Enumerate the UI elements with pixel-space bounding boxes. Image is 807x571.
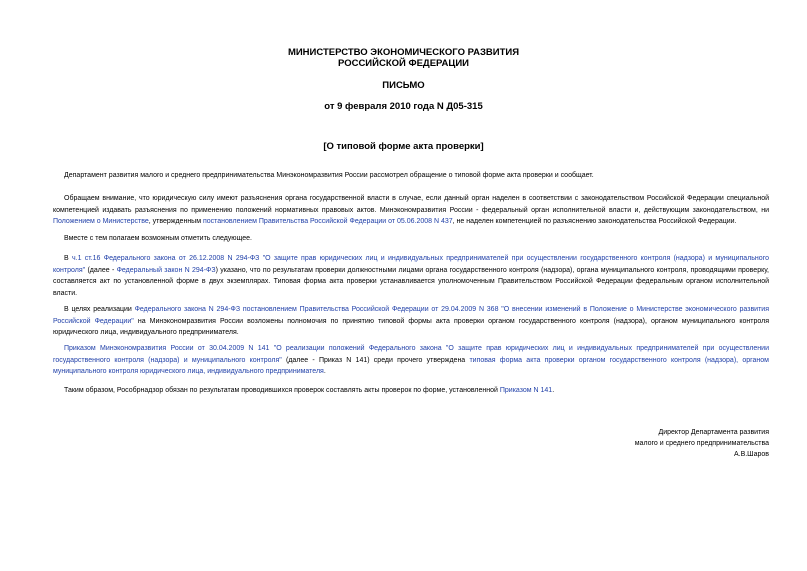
p7-text-1: Таким образом, Рособрнадзор обязан по результатам проводившихся проверок составлять акты проверок по форме, установленной [64,387,500,394]
p7-text-2: . [552,387,555,394]
p2-text-3: , не наделен компетенцией по разъяснению законодательства Российской Федерации. [452,218,737,225]
p2-text-2: , утвержденным [148,218,203,225]
link-postanovlenie-368[interactable]: постановлением Правительства Российской Федерации от 29.04.2009 N 368 "О внесении изменений в Положение о Министерстве экономического развития Российской Федерации" [53,306,769,325]
link-prikaz-141-full[interactable]: Приказом Минэкономразвития России от 30.04.2009 N 141 "О реализации положений Федерального закона "О защите прав юридических лиц и индивидуальных предпринимателей при осуществлении государственного контроля (надзора) и муниципального контроля" [53,345,769,364]
p4-text-2: (далее - [85,266,117,274]
p4-text-3: ) указано, что по результатам проверки должностными лицами органа государственного контроля (надзора), органа муниципального контроля, проводящими проверку, составляется акт по установленной форме в двух экземплярах. Типовая форма акта проверки устанавливается уполномоченным Правительством Российской Федерации федеральным органом исполнительной власти. [53,266,769,297]
signature-name: А.В.Шаров [733,451,769,458]
paragraph-5 [53,304,769,339]
p5-text-2: на Минэкономразвития России возложены полномочия по принятию типовой формы акта проверки органом государственного контроля (надзора), органом муниципального контроля юридического лица, индивидуального предпринимателя. [53,317,769,336]
paragraph-1: Департамент развития малого и среднего предпринимательства Минэкономразвития России рассмотрел обращение о типовой форме акта проверки и сообщает. [64,172,594,179]
signature-position-line2: малого и среднего предпринимательства [634,440,769,447]
link-prikaz-141[interactable]: Приказом N 141 [499,387,553,394]
p6-text-2: . [323,368,326,375]
paragraph-7 [53,385,769,397]
document-subject: [О типовой форме акта проверки] [323,141,484,152]
p4-text-1: В [64,255,72,262]
p2-text-1: Обращаем внимание, что юридическую силу имеют разъяснения органа государственной власти в случае, если данный орган наделен в соответствии с законодательством Российской Федерации специальной компетенцией издавать разъяснения по применению положений нормативных правовых актов. Минэкономразвития России - федеральный орган исполнительной власти и, действующим законодательством, ни [53,195,769,214]
link-typical-inspection-form[interactable]: типовая форма акта проверки органом государственного контроля (надзора), органом муниципального контроля юридического лица, индивидуального предпринимателя [53,356,769,375]
document-type: ПИСЬМО [382,80,425,91]
p5-text-1: В целях реализации [64,306,135,313]
paragraph-4 [53,253,769,299]
link-fz-294-article-16[interactable]: ч.1 ст.16 Федерального закона от 26.12.2008 N 294-ФЗ "О защите прав юридических лиц и индивидуальных предпринимателей при осуществлении государственного контроля (надзора) и муниципального контроля" [53,255,769,274]
p6-text-1: (далее - Приказ N 141) среди прочего утверждена [281,356,470,364]
document-date-number: от 9 февраля 2010 года N Д05-315 [324,101,483,112]
ministry-title-line2: РОССИЙСКОЙ ФЕДЕРАЦИИ [337,58,469,69]
paragraph-2 [53,193,769,228]
signature-position-line1: Директор Департамента развития [658,429,769,436]
link-postanovlenie-437[interactable]: постановлением Правительства Российской Федерации от 05.06.2008 N 437 [202,218,453,225]
link-polozhenie-o-ministerstve[interactable]: Положением о Министерстве [53,218,149,225]
ministry-title-line1: МИНИСТЕРСТВО ЭКОНОМИЧЕСКОГО РАЗВИТИЯ [287,47,520,58]
paragraph-6 [53,343,769,378]
link-fz-294-second[interactable]: Федерального закона N 294-ФЗ [134,306,241,313]
paragraph-3: Вместе с тем полагаем возможным отметить следующее. [64,235,252,242]
link-fz-294[interactable]: Федеральный закон N 294-ФЗ [116,266,216,274]
